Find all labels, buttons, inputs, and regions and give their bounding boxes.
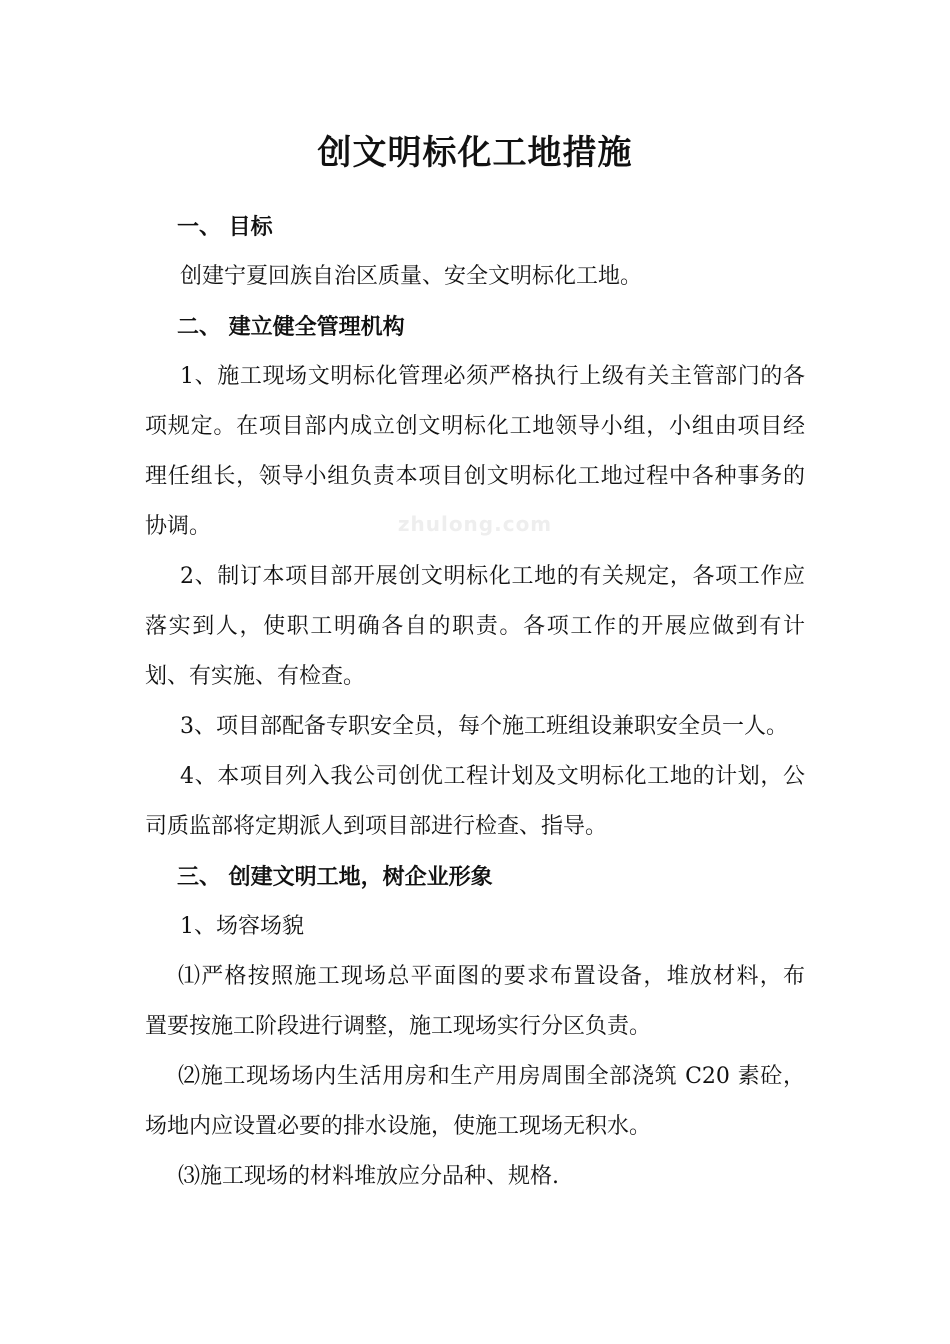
paragraph-line: 项规定。在项目部内成立创文明标化工地领导小组，小组由项目经 [145,414,805,439]
paragraph-line: ⑶施工现场的材料堆放应分品种、规格. [178,1164,559,1189]
paragraph-line: 创建宁夏回族自治区质量、安全文明标化工地。 [180,264,643,289]
paragraph-line: 4、本项目列入我公司创优工程计划及文明标化工地的计划，公 [180,764,805,789]
paragraph-line: 3、项目部配备专职安全员，每个施工班组设兼职安全员一人。 [180,714,788,739]
paragraph-line: ⑵施工现场场内生活用房和生产用房周围全部浇筑 C20 素砼， [178,1064,805,1089]
section-heading-civilized-site: 三、 创建文明工地，树企业形象 [177,864,493,890]
paragraph-line: 场地内应设置必要的排水设施，使施工现场无积水。 [145,1114,652,1139]
paragraph-line: 划、有实施、有检查。 [145,664,366,689]
watermark-text: zhulong.com [397,512,553,536]
paragraph-line: 司质监部将定期派人到项目部进行检查、指导。 [145,814,608,839]
paragraph-line: 2、制订本项目部开展创文明标化工地的有关规定，各项工作应 [180,564,805,589]
paragraph-line: ⑴严格按照施工现场总平面图的要求布置设备，堆放材料，布 [178,964,805,989]
paragraph-line: 置要按施工阶段进行调整，施工现场实行分区负责。 [145,1014,652,1039]
paragraph-line: 协调。 [145,514,212,539]
paragraph-line: 1、施工现场文明标化管理必须严格执行上级有关主管部门的各 [180,364,805,389]
document-title: 创文明标化工地措施 [317,133,633,173]
paragraph-line: 理任组长，领导小组负责本项目创文明标化工地过程中各种事务的 [145,464,805,489]
section-heading-goal: 一、 目标 [177,214,273,240]
paragraph-line: 落实到人，使职工明确各自的职责。各项工作的开展应做到有计 [145,614,805,639]
subheading-line: 1、场容场貌 [180,914,304,939]
section-heading-management: 二、 建立健全管理机构 [177,314,405,340]
